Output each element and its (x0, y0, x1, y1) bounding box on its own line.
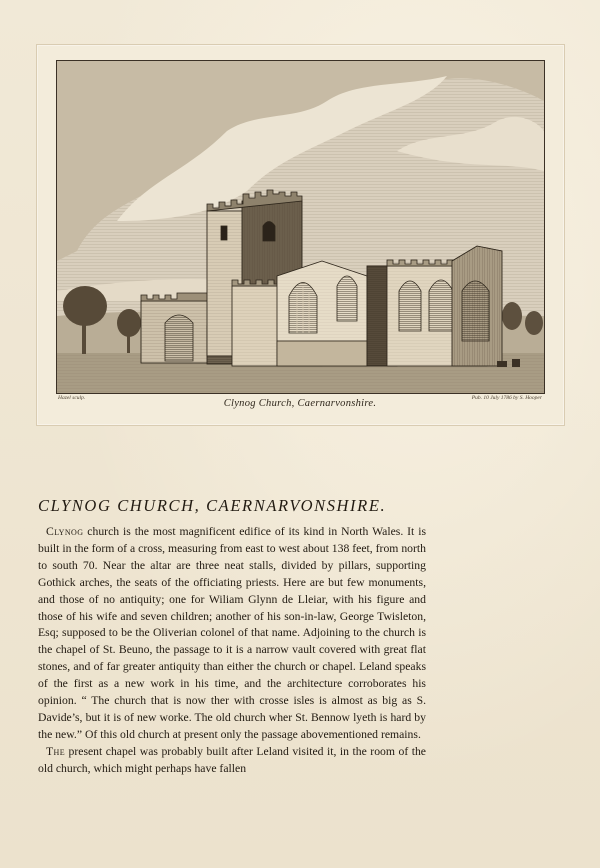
article-body (38, 524, 426, 778)
article-title: CLYNOG CHURCH, CAERNARVONSHIRE. (38, 496, 387, 515)
plate-caption: Clynog Church, Caernarvonshire. (223, 398, 377, 409)
paragraph-1-lead: Clynog (46, 525, 84, 538)
paragraph-2-text: present chapel was probably built after Leland visited it, in the room of the old church, which might perhaps have fallen (38, 744, 426, 775)
church-engraving-image (57, 61, 544, 393)
paragraph-2-lead: The (46, 744, 66, 758)
publisher-credit: Pub. 10 July 1786 by S. Hooper (471, 395, 542, 401)
paragraph-2 (38, 744, 426, 778)
church-engraving (56, 60, 545, 394)
paragraph-1 (38, 524, 426, 744)
paragraph-1-text: church is the most magnificent edifice of its kind in North Wales. It is built in the form of a cross, measuring from east to west about 138 feet, from north to south 70. Near the altar are three neat stalls, divided by pillars, supporting Gothick arches, the seats of the officiating priests. Here are but few monuments, and those of no antiquity; one for Wiliam Glynn de Lleiar, with his figure and those of his wife and seven children; another of his son-in-law, George Twisleton, Esq; supposed to be the Oliverian colonel of that name. Adjoining to the church is the chapel of St. Beuno, the passage to it is a narrow vault covered with great flat stones, and of far greater antiquity than either the church or chapel. Leland speaks of the first as a new work in his time, and the architecture corroborates his opinion. “ The church that is now ther with crosse isles is almost as big as S. Davide’s, but it is of new worke. The old church wher St. Bennow lyeth is hard by the new.” Of this old church at present only the passage abovementioned remains. (38, 525, 426, 741)
engraver-credit: Hazel sculp. (58, 395, 86, 401)
